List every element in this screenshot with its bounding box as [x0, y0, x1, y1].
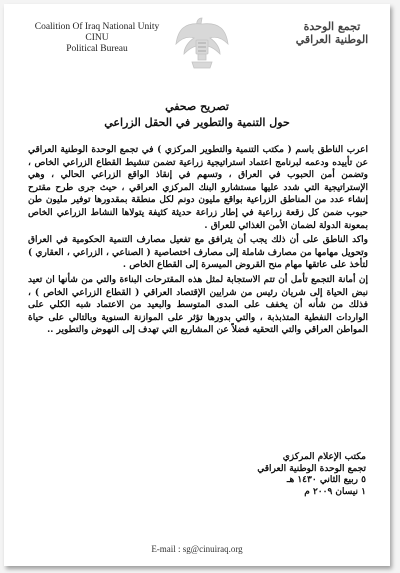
org-name-arabic-logo: تجمع الوحدة الوطنية العراقي: [295, 20, 369, 46]
org-line-bureau: Political Bureau: [66, 44, 128, 54]
letterhead: [4, 4, 390, 82]
org-name-english: [22, 22, 172, 55]
document-page: [4, 4, 390, 566]
statement-subtitle: حول التنمية والتطوير في الحقل الزراعي: [104, 116, 290, 129]
org-line-cinu: CINU: [85, 33, 109, 43]
signature-hijri-date: ٥ ربيع الثاني ١٤٣٠ هـ: [286, 475, 366, 485]
signature-gregorian-date: ١ نيسان ٢٠٠٩ م: [304, 486, 366, 497]
body-paragraph: واكد الناطق على أن ذلك يجب أن يترافق مع تفعيل مصارف التنمية الحكومية في العراق وتحويل مهامها من مصارف شاملة إلى مصارف اختصاصية ( الصناعي ، الزراعي ، العقاري ) لتأخذ على عاتقها مهام منح القروض الميسرة إلى القطاع الخاص .: [28, 235, 368, 271]
signature-organization: تجمع الوحدة الوطنية العراقي: [257, 463, 366, 474]
signature-block: [206, 452, 366, 498]
statement-heading: [24, 100, 370, 129]
signature-office: مكتب الإعلام المركزي: [282, 452, 366, 462]
org-line-coalition: Coalition Of Iraq National Unity: [34, 22, 160, 32]
statement-title: تصريح صحفي: [165, 100, 229, 113]
footer-email[interactable]: E-mail : sg@cinuiraq.org: [151, 544, 243, 554]
body-paragraph: اعرب الناطق باسم ( مكتب التنمية والتطوير المركزي ) في تجمع الوحدة الوطنية العراقي عن تأييده ودعمه لبرنامج اعتماد استراتيجية زراعية تضمن تنشيط القطاع الزراعي الخاص ، وتضمن أمن الحبوب في العراق ، وتسهم في إنقاذ الواقع الزراعي الحالي ، وهي الإستراتيجية التي شدد عليها مستشارو البنك المركزي العراقي ، حيث جرى طرح مقترح إنشاء عدد من المناطق الزراعية بواقع مليون دونم لكل منطقة بمقدورها توفير مليون طن حبوب ضمن كل زقعة زراعية في إطار زراعة حديثة كثيفة يتولاها النشاط الزراعي الخاص بمعونة الدولة لضمان الأمن الغذائي للعراق .: [28, 145, 368, 231]
statement-body: [28, 144, 368, 339]
body-paragraph: إن أمانة التجمع تأمل أن تتم الاستجابة لمثل هذه المقترحات البناءة والتي من شأنها ان تعيد نبض الحياة إلى شريان رئيس من شرايين الإقتصاد العراقي ( القطاع الزراعي الخاص ) ، فذلك من شأنه أن يخفف على المدى المتوسط والبعيد من الاعتماد شبه الكلي على الواردات النفطية المتذبذبة ، والتي بدورها تؤثر على الموازنة السنوية وبالتالي على حياة المواطن العراقي والتي التحقيه فضلاً عن المشاريع التي تهدف إلى النهوض والتطوير ..: [28, 274, 368, 336]
eagle-emblem-icon: [174, 10, 230, 70]
